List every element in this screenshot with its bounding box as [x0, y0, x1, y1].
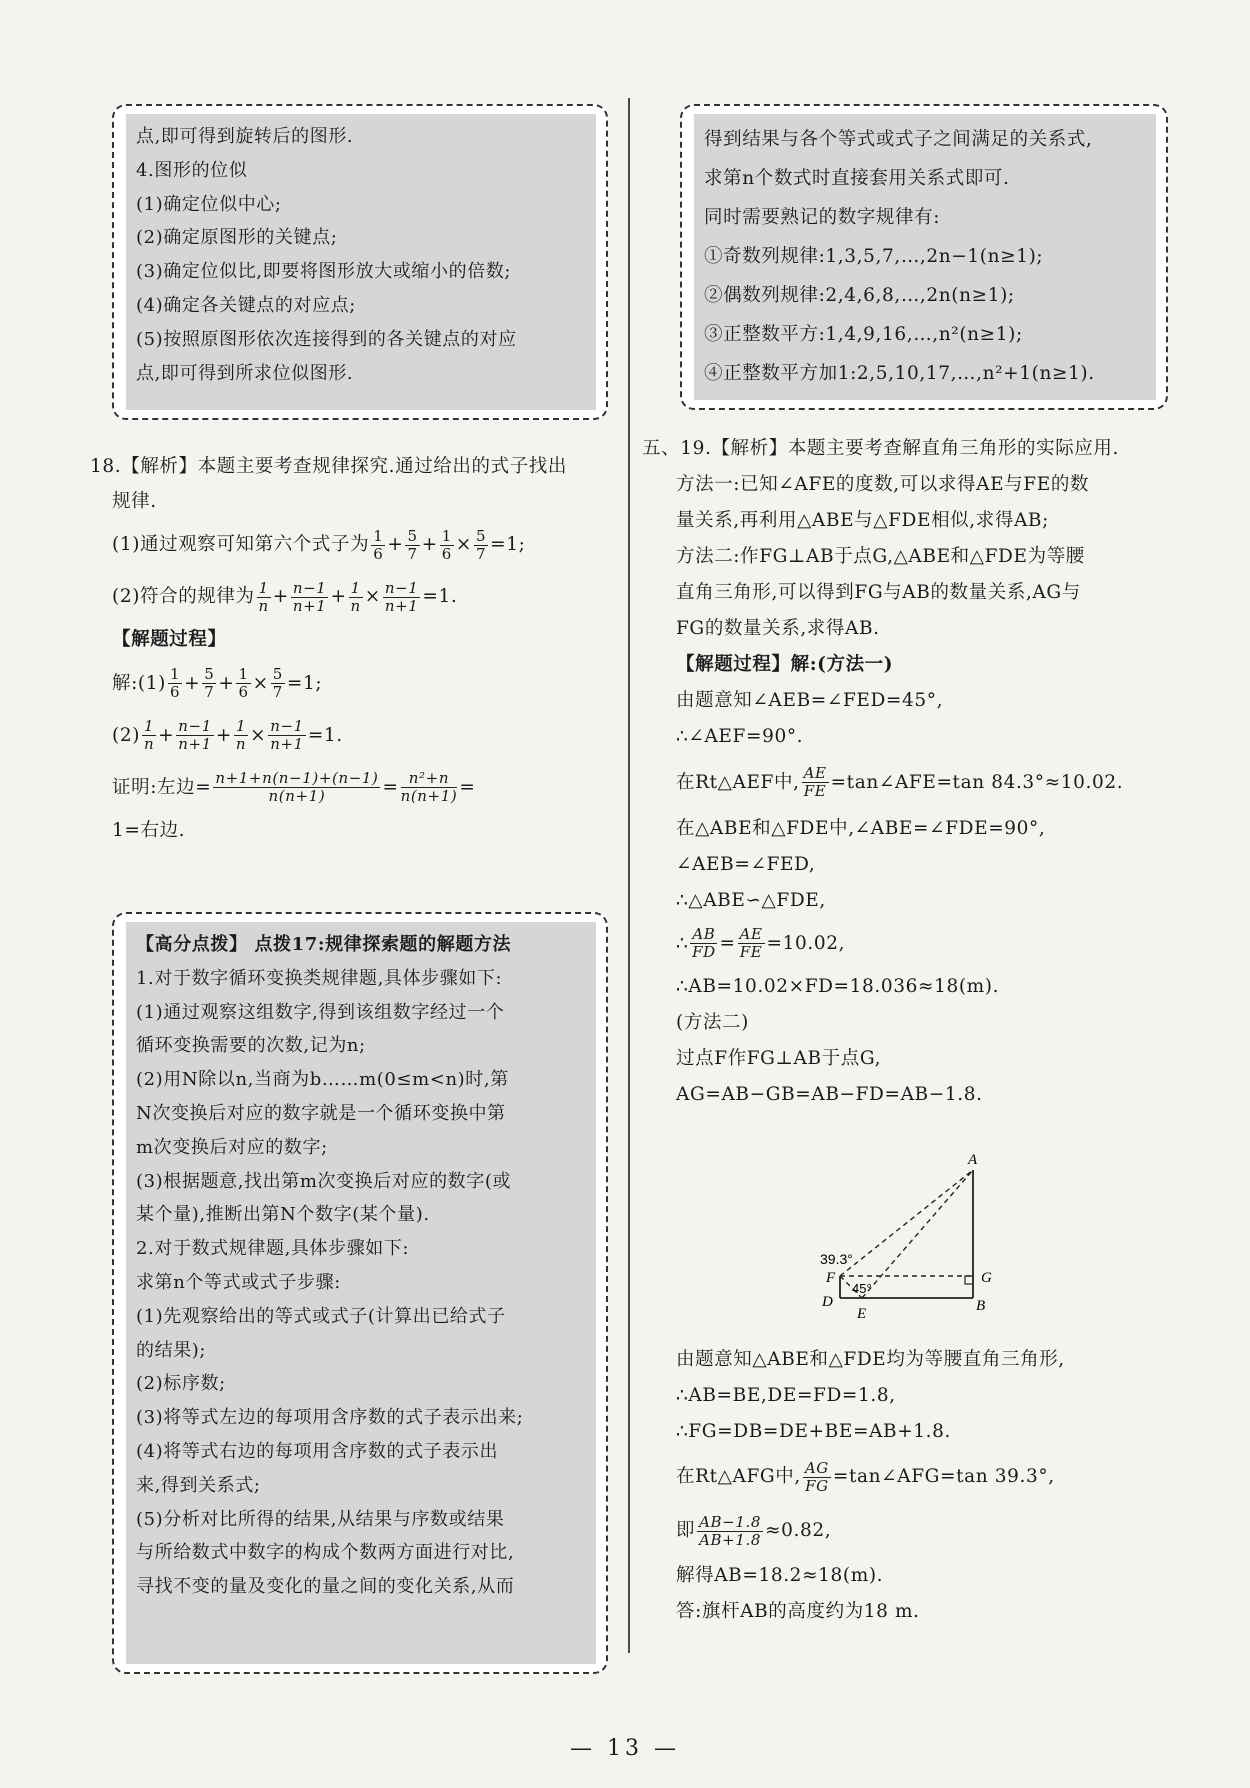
denominator: n+1	[292, 596, 327, 615]
q18-s1-tail: =1;	[286, 672, 323, 694]
denominator: n	[258, 596, 269, 615]
angle-45-label: 45°	[852, 1281, 872, 1296]
fraction	[405, 528, 419, 563]
fraction	[268, 718, 306, 753]
tip-line: N次变换后对应的数字就是一个循环变换中第	[136, 1102, 506, 1124]
q19-rt1	[642, 755, 1182, 811]
tip-line: m次变换后对应的数字;	[136, 1136, 328, 1158]
denominator: n	[350, 596, 361, 615]
right-angle-mark	[965, 1276, 973, 1284]
note-line: (4)确定各关键点的对应点;	[136, 294, 356, 316]
rt2-tail: =tan∠AFG=tan 39.3°,	[832, 1466, 1055, 1487]
proof-prefix: 证明:左边=	[112, 776, 212, 798]
question-19-part-2	[676, 1342, 1176, 1630]
fraction	[176, 718, 214, 753]
tip-line: (3)根据题意,找出第m次变换后对应的数字(或	[136, 1170, 512, 1192]
denominator: n	[235, 735, 247, 753]
numerator: 5	[204, 665, 215, 683]
denominator: FE	[739, 943, 763, 961]
denominator: FE	[803, 782, 827, 800]
tip-line: 某个量),推断出第N个数字(某个量).	[136, 1204, 430, 1226]
tip-line: 2.对于数式规律题,具体步骤如下:	[136, 1238, 410, 1260]
question-19	[642, 432, 1182, 1113]
q19-line: 由题意知∠AEB=∠FED=45°,	[676, 689, 944, 711]
denominator: n	[143, 735, 155, 753]
tip-line: (3)将等式左边的每项用含序数的式子表示出来;	[136, 1407, 524, 1429]
numerator: AE	[739, 925, 763, 943]
denominator: n(n+1)	[400, 787, 458, 805]
note-line: 4.图形的位似	[136, 159, 248, 181]
tip-title: 【高分点拨】 点拨17:规律探索题的解题方法	[136, 934, 512, 955]
rt1-prefix: 在Rt△AEF中,	[676, 771, 800, 793]
q19-process: 【解题过程】解:(方法一)	[676, 653, 894, 675]
ji-tail: ≈0.82,	[765, 1520, 832, 1541]
q18-l1-text: (1)通过观察可知第六个式子为	[112, 534, 370, 555]
plus-sign: +	[215, 724, 232, 746]
fraction	[371, 528, 385, 563]
q18-line-2	[90, 571, 610, 623]
fraction	[291, 580, 329, 615]
label-F: F	[826, 1270, 836, 1286]
column-divider	[628, 98, 630, 1653]
left-top-note-box	[112, 104, 608, 420]
right-top-note-box	[680, 104, 1168, 410]
geometry-diagram	[800, 1150, 1020, 1330]
numerator: 1	[169, 665, 181, 683]
numerator: n+1+n(n−1)+(n−1)	[215, 769, 379, 787]
q19-line: 由题意知△ABE和△FDE均为等腰直角三角形,	[676, 1349, 1065, 1370]
fraction	[697, 1514, 763, 1549]
q19-line: ∴FG=DB=DE+BE=AB+1.8.	[676, 1421, 952, 1442]
q18-s2-text: (2)	[112, 724, 141, 746]
right-top-note-content	[694, 114, 1156, 400]
denominator: 7	[476, 544, 487, 563]
plus-sign: +	[218, 672, 235, 694]
fraction	[690, 926, 717, 961]
q18-l1-tail: =1;	[490, 534, 526, 555]
q18-solution-1	[90, 658, 610, 710]
numerator: n²+n	[401, 770, 458, 788]
fraction	[213, 770, 380, 805]
tip-line: (1)先观察给出的等式或式子(计算出已给式子	[136, 1305, 506, 1327]
segment-FA	[840, 1170, 973, 1276]
q19-rt2	[676, 1450, 1176, 1504]
q19-line: ∴∠AEF=90°.	[676, 725, 804, 747]
tip-box-content	[126, 922, 596, 1664]
denominator: 6	[238, 683, 249, 701]
times-sign: ×	[364, 586, 381, 607]
plus-sign: +	[158, 724, 175, 746]
ratio-prefix: ∴	[676, 932, 689, 954]
q19-line: (方法二)	[676, 1011, 749, 1033]
note-line: 得到结果与各个等式或式子之间满足的关系式,	[704, 129, 1093, 150]
tip-line: 寻找不变的量及变化的量之间的变化关系,从而	[136, 1576, 515, 1598]
tip-line: 求第n个等式或式子步骤:	[136, 1271, 341, 1293]
note-line: (3)确定位似比,即要将图形放大或缩小的倍数;	[136, 261, 512, 283]
angle-39-label: 39.3°	[820, 1251, 853, 1267]
note-line: (2)确定原图形的关键点;	[136, 227, 338, 249]
times-sign: ×	[455, 534, 473, 555]
numerator: 5	[272, 665, 283, 683]
note-line: 点,即可得到旋转后的图形.	[136, 126, 354, 147]
label-B: B	[976, 1298, 986, 1314]
fraction	[349, 580, 363, 615]
fraction	[202, 666, 216, 701]
numerator: 1	[144, 717, 155, 735]
tip-line: (4)将等式右边的每项用含序数的式子表示出	[136, 1440, 499, 1462]
q18-solution-2	[90, 710, 610, 762]
numerator: n−1	[292, 578, 327, 597]
tip-line: 1.对于数字循环变换类规律题,具体步骤如下:	[136, 967, 503, 989]
ji-prefix: 即	[676, 1520, 696, 1541]
numerator: 1	[373, 526, 384, 545]
fraction	[271, 666, 285, 701]
q18-l2-tail: =1.	[422, 586, 458, 607]
note-line: ①奇数列规律:1,3,5,7,…,2n−1(n≥1);	[704, 246, 1044, 267]
fraction	[440, 528, 454, 563]
q19-ji	[676, 1504, 1176, 1558]
denominator: 7	[272, 683, 283, 701]
q18-s1-text: 解:(1)	[112, 672, 166, 694]
tip-box	[112, 912, 608, 1674]
q19-line: ∠AEB=∠FED,	[676, 853, 816, 875]
ratio-tail: =10.02,	[766, 932, 846, 954]
denominator: 6	[373, 544, 384, 563]
note-line: (1)确定位似中心;	[136, 193, 282, 215]
denominator: n+1	[384, 596, 419, 615]
tip-line: (5)分析对比所得的结果,从结果与序数或结果	[136, 1508, 505, 1530]
q19-line: ∴AB=BE,DE=FD=1.8,	[676, 1385, 896, 1406]
note-line: 求第n个数式时直接套用关系式即可.	[704, 168, 1010, 189]
plus-sign: +	[421, 534, 438, 555]
q19-line: 方法二:作FG⊥AB于点G,△ABE和△FDE为等腰	[676, 545, 1085, 567]
fraction	[234, 718, 248, 753]
tip-line: 来,得到关系式;	[136, 1474, 261, 1496]
question-18	[90, 450, 610, 848]
note-line: ②偶数列规律:2,4,6,8,…,2n(n≥1);	[704, 285, 1015, 306]
fraction	[257, 580, 271, 615]
q19-line: 方法一:已知∠AFE的度数,可以求得AE与FE的数	[676, 473, 1090, 495]
fraction	[168, 666, 182, 701]
q18-line-1	[90, 519, 610, 571]
numerator: AB	[692, 925, 716, 943]
fraction	[142, 718, 156, 753]
q18-proof: 证明:左边= $\frac{n+1+n(n-1)+(n-1)}{n(n+1)}$ = $\frac{\text{n²+n}}{n(n+1)}$ =	[112, 769, 476, 805]
tip-line: (2)用N除以n,当商为b……m(0≤m<n)时,第	[136, 1069, 509, 1091]
q19-line: AG=AB−GB=AB−FD=AB−1.8.	[676, 1083, 983, 1105]
left-top-note-content	[126, 114, 596, 410]
tip-line: (1)通过观察这组数字,得到该组数字经过一个	[136, 1001, 505, 1023]
q19-line: ∴△ABE∽△FDE,	[676, 889, 826, 911]
rt2-prefix: 在Rt△AFG中,	[676, 1466, 801, 1487]
plus-sign: +	[272, 586, 289, 607]
tip-line: 的结果);	[136, 1339, 207, 1361]
q18-heading: 18.【解析】本题主要考查规律探究.通过给出的式子找出	[90, 456, 568, 477]
fraction	[802, 765, 829, 800]
fraction	[474, 528, 488, 563]
times-sign: ×	[252, 672, 269, 694]
note-line: (5)按照原图形依次连接得到的各关键点的对应	[136, 328, 517, 350]
fraction	[738, 926, 765, 961]
denominator: n+1	[270, 735, 304, 753]
numerator: AB−1.8	[699, 1512, 761, 1531]
label-A: A	[968, 1152, 978, 1168]
tip-line: 循环变换需要的次数,记为n;	[136, 1035, 366, 1057]
q18-process-title: 【解题过程】	[112, 629, 227, 650]
numerator: 1	[350, 578, 361, 597]
numerator: 1	[238, 665, 249, 683]
numerator: 1	[258, 578, 269, 597]
label-D: D	[822, 1294, 833, 1310]
rt1-tail: =tan∠AFE=tan 84.3°≈10.02.	[830, 771, 1124, 793]
denominator: n(n+1)	[268, 787, 326, 805]
q18-heading-cont: 规律.	[112, 490, 157, 512]
tip-line: 与所给数式中数字的构成个数两方面进行对比,	[136, 1542, 515, 1564]
note-line: ④正整数平方加1:2,5,10,17,…,n²+1(n≥1).	[704, 363, 1095, 384]
q18-s2-tail: =1.	[307, 724, 343, 746]
times-sign: ×	[250, 724, 267, 746]
q18-l2-text: (2)符合的规律为	[112, 586, 255, 607]
denominator: 7	[204, 683, 215, 701]
denominator: n+1	[178, 735, 212, 753]
fraction	[803, 1460, 831, 1495]
numerator: n−1	[384, 578, 419, 597]
label-G: G	[981, 1270, 992, 1286]
tip-line: (2)标序数;	[136, 1373, 226, 1395]
numerator: 1	[235, 717, 247, 735]
numerator: 1	[441, 526, 452, 545]
fraction	[401, 770, 458, 805]
q18-proof-end: 1=右边.	[112, 819, 186, 841]
plus-sign: +	[330, 586, 347, 607]
denominator: AB+1.8	[699, 1530, 761, 1549]
denominator: 6	[441, 544, 452, 563]
q19-line: ∴AB=10.02×FD=18.036≈18(m).	[676, 975, 1000, 997]
numerator: n−1	[178, 717, 212, 735]
q19-line: 过点F作FG⊥AB于点G,	[676, 1047, 882, 1069]
numerator: 5	[476, 526, 487, 545]
plus-sign: +	[387, 534, 404, 555]
q19-line: 直角三角形,可以得到FG与AB的数量关系,AG与	[676, 581, 1081, 603]
fraction	[383, 580, 421, 615]
segment-EA	[862, 1170, 973, 1298]
q19-ratio: ∴ $\frac{AB}{FD}$ = $\frac{AE}{FE}$ =10.02,	[676, 925, 846, 961]
q19-line: FG的数量关系,求得AB.	[676, 617, 880, 639]
q19-line: 解得AB=18.2≈18(m).	[676, 1565, 884, 1586]
q19-heading: 五、19.【解析】本题主要考查解直角三角形的实际应用.	[642, 438, 1120, 459]
denominator: FG	[805, 1476, 829, 1495]
q19-line: 在△ABE和△FDE中,∠ABE=∠FDE=90°,	[676, 817, 1046, 839]
numerator: 5	[407, 526, 418, 545]
q19-line: 量关系,再利用△ABE与△FDE相似,求得AB;	[676, 509, 1049, 531]
note-line: 点,即可得到所求位似图形.	[136, 362, 354, 384]
page-number: — 13 —	[570, 1736, 680, 1761]
denominator: FD	[692, 943, 716, 961]
note-line: ③正整数平方:1,4,9,16,…,n²(n≥1);	[704, 324, 1023, 345]
fraction	[236, 666, 250, 701]
label-E: E	[857, 1306, 867, 1322]
denominator: 6	[169, 683, 181, 701]
numerator: AG	[804, 1458, 829, 1477]
q19-answer: 答:旗杆AB的高度约为18 m.	[676, 1601, 920, 1622]
note-line: 同时需要熟记的数字规律有:	[704, 207, 941, 228]
denominator: 7	[407, 544, 418, 563]
plus-sign: +	[184, 672, 201, 694]
numerator: n−1	[270, 717, 304, 735]
numerator: AE	[803, 764, 827, 782]
